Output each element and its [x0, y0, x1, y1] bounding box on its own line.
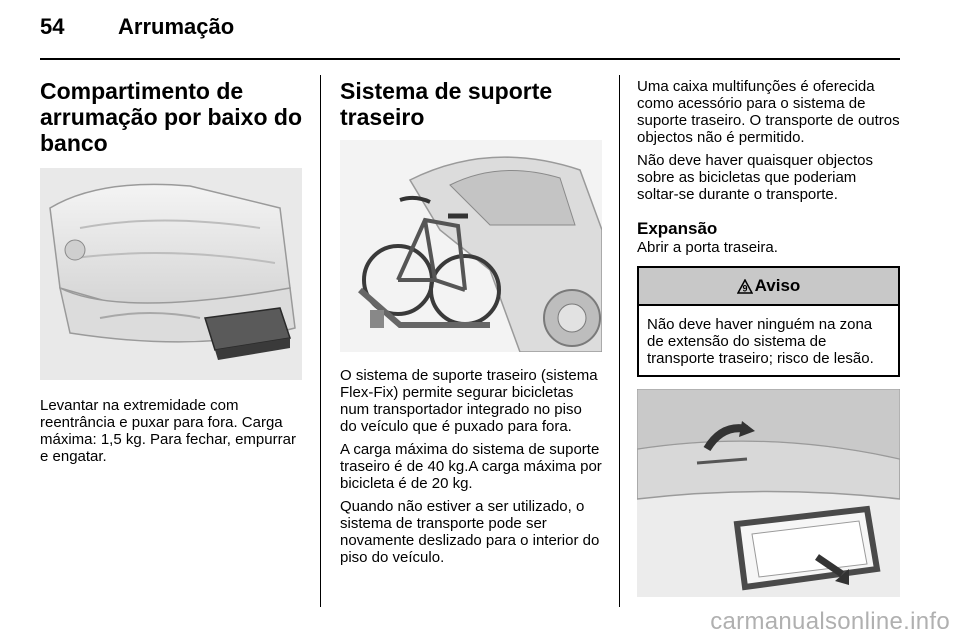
- svg-text:9: 9: [742, 283, 748, 293]
- warning-text: Não deve haver ninguém na zona de extensão do sistema de transporte traseiro; risco de lesão.: [647, 316, 874, 367]
- column-1: [40, 78, 302, 465]
- rear-carrier-storage: Quando não estiver a ser utilizado, o sistema de transporte pode ser novamente deslizado para o interior do piso do veículo.: [340, 498, 600, 566]
- storage-instructions: Levantar na extremidade com reentrância e puxar para fora. Carga máxima: 1,5 kg. Para fechar, empurrar e engatar.: [40, 397, 296, 465]
- expansion-step: Abrir a porta traseira.: [637, 239, 778, 256]
- carrier-extension-illustration: [637, 389, 900, 597]
- rear-carrier-description: O sistema de suporte traseiro (sistema Flex-Fix) permite segurar bicicletas num transportador integrado no piso do veículo que é puxado para fora.: [340, 367, 598, 435]
- column-3: [637, 78, 900, 597]
- chapter-title: Arrumação: [118, 14, 235, 39]
- no-objects-note: Não deve haver quaisquer objectos sobre as bicicletas que poderiam soltar-se durante o transporte.: [637, 152, 873, 203]
- section-heading: Compartimento de arrumação por baixo do banco: [40, 78, 303, 156]
- rear-carrier-bicycle-illustration: [340, 140, 602, 352]
- seat-storage-illustration: [40, 168, 302, 380]
- watermark: carmanualsonline.info: [710, 608, 950, 635]
- warning-triangle-icon: [737, 279, 753, 294]
- warning-header: [639, 268, 898, 306]
- column-divider: [619, 75, 620, 607]
- header-rule: [40, 58, 900, 60]
- multifunction-box-note: Uma caixa multifunções é oferecida como acessório para o sistema de suporte traseiro. O transporte de outros objectos não é permitido.: [637, 78, 900, 146]
- page-number: 54: [40, 14, 65, 39]
- warning-title: Aviso: [754, 276, 801, 295]
- column-divider: [320, 75, 321, 607]
- column-2: [340, 78, 602, 566]
- rear-carrier-max-load: A carga máxima do sistema de suporte traseiro é de 40 kg.A carga máxima por bicicleta é de 20 kg.: [340, 441, 602, 492]
- warning-box: [637, 266, 900, 377]
- section-heading: Sistema de suporte traseiro: [340, 78, 553, 130]
- subsection-heading: Expansão: [637, 219, 718, 238]
